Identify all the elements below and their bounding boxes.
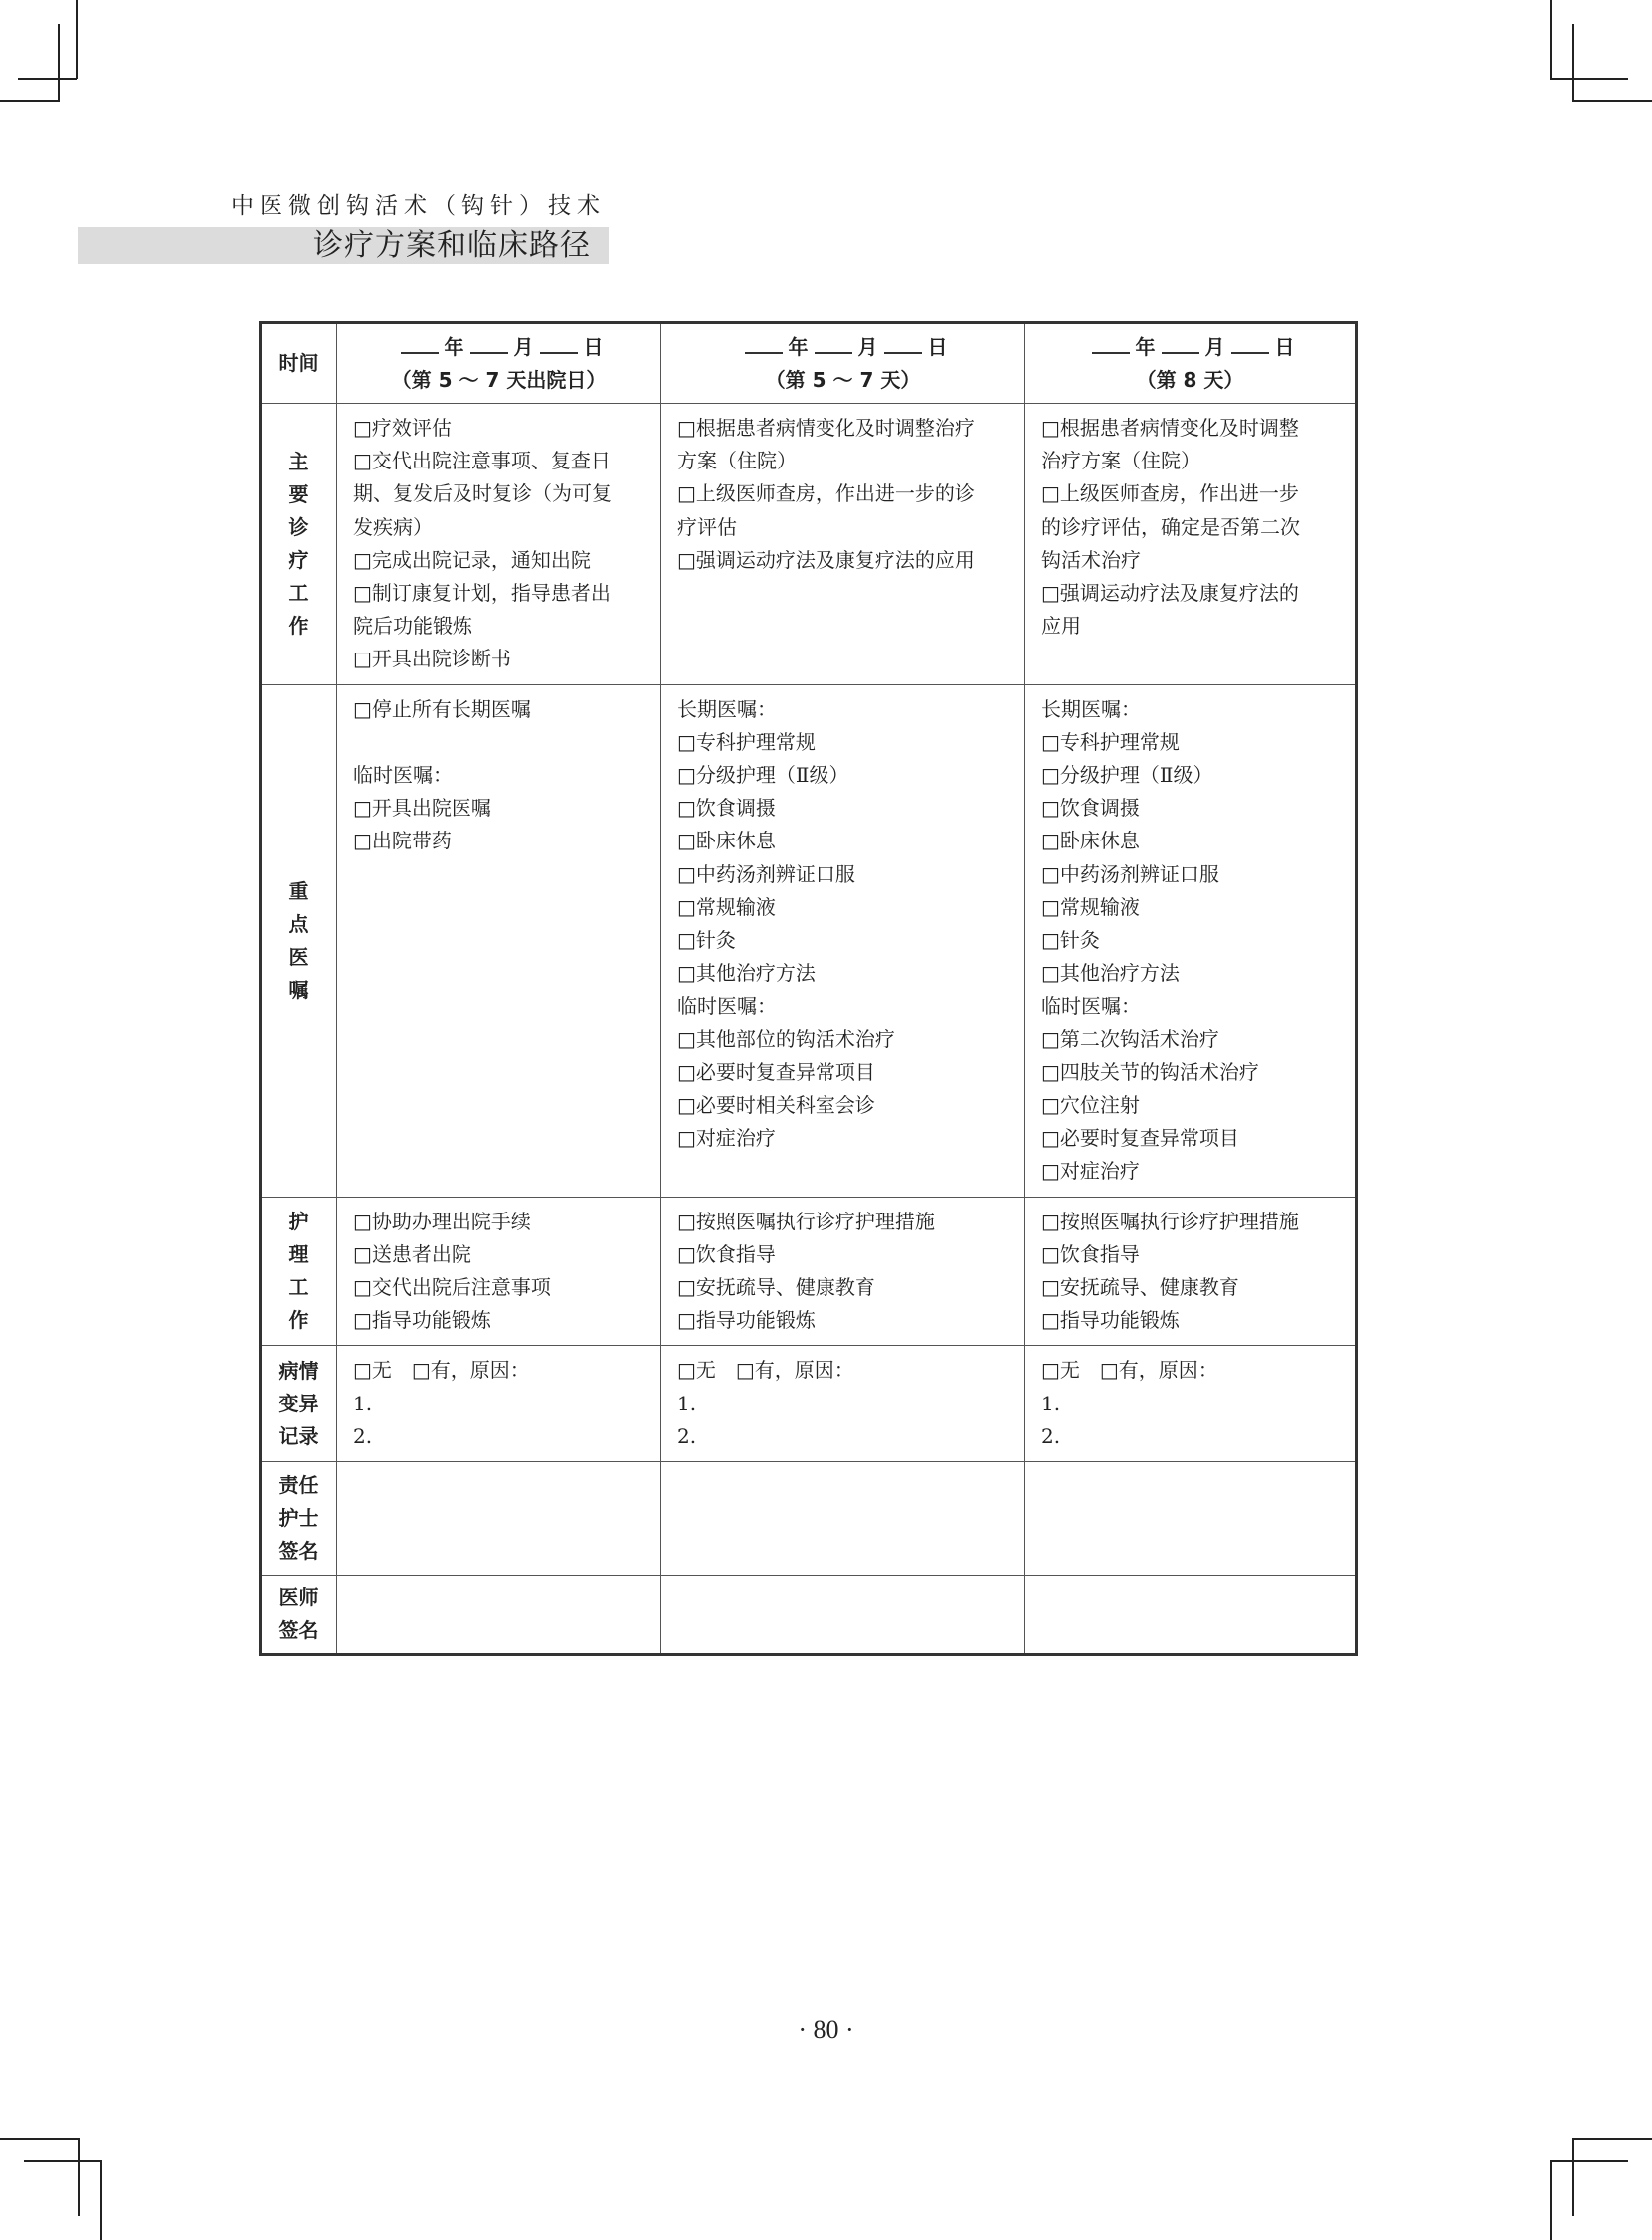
checklist-item[interactable]: □协助办理出院手续 xyxy=(353,1209,531,1233)
crop-mark xyxy=(1572,100,1652,102)
nurse-signature-field[interactable] xyxy=(1025,1462,1357,1576)
month-label: 月 xyxy=(857,334,878,359)
column-header xyxy=(1025,323,1357,404)
label-char: 诊 xyxy=(288,514,309,539)
checklist-item[interactable]: □饮食调摄 xyxy=(1041,796,1140,821)
label-line: 护士 xyxy=(278,1506,319,1531)
subheading-temporary-orders: 临时医嘱： xyxy=(677,994,777,1019)
checklist-item[interactable]: □第二次钩活术治疗 xyxy=(1041,1027,1219,1051)
nursing-col-2 xyxy=(661,1197,1025,1346)
checklist-item-cont: 钩活术治疗 xyxy=(1041,547,1141,572)
label-line: 签名 xyxy=(278,1539,319,1564)
checklist-item[interactable]: □四肢关节的钩活术治疗 xyxy=(1041,1059,1259,1084)
checklist-item[interactable]: □根据患者病情变化及时调整 xyxy=(1041,416,1299,440)
label-char: 医 xyxy=(288,944,309,969)
variation-row xyxy=(261,1346,1357,1462)
column-header xyxy=(337,323,661,404)
column-subtitle: （第 5 ～ 7 天出院日） xyxy=(391,367,607,392)
checklist-item[interactable]: □对症治疗 xyxy=(677,1126,776,1151)
column-subtitle: （第 8 天） xyxy=(1136,367,1244,392)
date-blank[interactable] xyxy=(1162,337,1199,354)
doctor-signature-field[interactable] xyxy=(337,1576,661,1655)
checklist-item[interactable]: □停止所有长期医嘱 xyxy=(353,696,531,721)
main-work-row xyxy=(261,404,1357,685)
month-label: 月 xyxy=(513,334,534,359)
crop-mark xyxy=(18,78,77,80)
column-header xyxy=(661,323,1025,404)
row-label-nurse-signature xyxy=(261,1462,337,1576)
nurse-signature-field[interactable] xyxy=(337,1462,661,1576)
date-blank[interactable] xyxy=(815,337,852,354)
crop-mark xyxy=(58,24,60,102)
date-blank[interactable] xyxy=(884,337,922,354)
checklist-item[interactable]: □指导功能锻炼 xyxy=(353,1308,491,1333)
checklist-item-cont: 疗评估 xyxy=(677,514,737,539)
label-line: 责任 xyxy=(278,1473,319,1498)
crop-mark xyxy=(1550,0,1552,79)
key-orders-col-3 xyxy=(1025,684,1357,1197)
date-blank[interactable] xyxy=(470,337,508,354)
crop-mark xyxy=(1550,2160,1552,2240)
day-label: 日 xyxy=(927,334,948,359)
year-label: 年 xyxy=(1135,334,1156,359)
checklist-item[interactable]: □按照医嘱执行诊疗护理措施 xyxy=(677,1209,935,1233)
checklist-item[interactable]: □常规输液 xyxy=(1041,894,1140,919)
checklist-item[interactable]: □专科护理常规 xyxy=(677,729,816,754)
checklist-item[interactable]: □饮食指导 xyxy=(677,1241,776,1266)
label-char: 工 xyxy=(288,580,309,605)
label-line: 变异 xyxy=(278,1391,319,1415)
checklist-item[interactable]: □针灸 xyxy=(1041,928,1100,953)
reason-line-2[interactable]: 2. xyxy=(677,1423,697,1448)
checklist-item[interactable]: □中药汤剂辨证口服 xyxy=(677,861,855,886)
checklist-item[interactable]: □必要时复查异常项目 xyxy=(677,1059,875,1084)
date-blank[interactable] xyxy=(745,337,783,354)
nurse-signature-field[interactable] xyxy=(661,1462,1025,1576)
checklist-item[interactable]: □安抚疏导、健康教育 xyxy=(677,1275,875,1300)
doctor-signature-row xyxy=(261,1576,1357,1655)
date-blank[interactable] xyxy=(1092,337,1130,354)
reason-line-2[interactable]: 2. xyxy=(353,1423,373,1448)
key-orders-col-2 xyxy=(661,684,1025,1197)
reason-line-1[interactable]: 1. xyxy=(1041,1391,1061,1415)
checklist-item[interactable]: □对症治疗 xyxy=(1041,1159,1140,1184)
label-char: 重 xyxy=(288,878,309,903)
checklist-item[interactable]: □开具出院诊断书 xyxy=(353,647,511,671)
crop-mark xyxy=(1572,2138,1652,2140)
checklist-item[interactable]: □饮食调摄 xyxy=(677,796,776,821)
crop-mark xyxy=(1550,78,1628,80)
row-label-main-work xyxy=(261,404,337,685)
checklist-item[interactable]: □其他部位的钩活术治疗 xyxy=(677,1027,895,1051)
checklist-item[interactable]: □穴位注射 xyxy=(1041,1093,1140,1118)
crop-mark xyxy=(0,100,59,102)
main-work-col-3 xyxy=(1025,404,1357,685)
crop-mark xyxy=(1550,2160,1628,2162)
checklist-item-cont: 应用 xyxy=(1041,614,1081,639)
label-char: 主 xyxy=(288,449,309,473)
checklist-item[interactable]: □分级护理（Ⅱ级） xyxy=(1041,763,1213,788)
nurse-signature-row xyxy=(261,1462,1357,1576)
checklist-item[interactable]: □针灸 xyxy=(677,928,736,953)
checklist-item[interactable]: □按照医嘱执行诊疗护理措施 xyxy=(1041,1209,1299,1233)
label-char: 工 xyxy=(288,1275,309,1300)
variation-choice[interactable]: □无 □有，原因： xyxy=(353,1358,530,1383)
checklist-item[interactable]: □疗效评估 xyxy=(353,416,452,440)
variation-col-1 xyxy=(337,1346,661,1462)
checklist-item[interactable]: □上级医师查房，作出进一步的诊 xyxy=(677,481,975,506)
month-label: 月 xyxy=(1204,334,1225,359)
crop-mark xyxy=(1572,24,1574,102)
section-title-bar xyxy=(78,227,609,264)
day-label: 日 xyxy=(583,334,604,359)
checklist-item[interactable]: □其他治疗方法 xyxy=(1041,961,1180,986)
crop-mark xyxy=(78,2138,80,2216)
checklist-item[interactable]: □上级医师查房，作出进一步 xyxy=(1041,481,1299,506)
key-orders-col-1 xyxy=(337,684,661,1197)
variation-col-2 xyxy=(661,1346,1025,1462)
label-char: 护 xyxy=(288,1210,309,1234)
key-orders-row xyxy=(261,684,1357,1197)
checklist-item[interactable]: □安抚疏导、健康教育 xyxy=(1041,1275,1239,1300)
nursing-col-3 xyxy=(1025,1197,1357,1346)
checklist-item[interactable]: □完成出院记录，通知出院 xyxy=(353,547,591,572)
crop-mark xyxy=(100,2160,102,2240)
nursing-col-1 xyxy=(337,1197,661,1346)
label-char: 作 xyxy=(288,613,309,638)
main-work-col-1 xyxy=(337,404,661,685)
label-line: 记录 xyxy=(278,1423,319,1448)
reason-line-2[interactable]: 2. xyxy=(1041,1423,1061,1448)
column-subtitle: （第 5 ～ 7 天） xyxy=(765,367,921,392)
checklist-item[interactable]: □其他治疗方法 xyxy=(677,961,816,986)
row-label-key-orders xyxy=(261,684,337,1197)
variation-choice[interactable]: □无 □有，原因： xyxy=(677,1358,854,1383)
section-title: 诊疗方案和临床路径 xyxy=(313,228,591,263)
header-row xyxy=(261,323,1357,404)
checklist-item-cont: 的诊疗评估，确定是否第二次 xyxy=(1041,514,1300,539)
row-label-doctor-signature xyxy=(261,1576,337,1655)
subheading-temporary-orders: 临时医嘱： xyxy=(353,762,453,787)
checklist-item[interactable]: □卧床休息 xyxy=(677,829,776,853)
year-label: 年 xyxy=(444,334,464,359)
checklist-item[interactable]: □强调运动疗法及康复疗法的应用 xyxy=(677,547,975,572)
label-line: 医师 xyxy=(278,1586,319,1610)
checklist-item[interactable]: □分级护理（Ⅱ级） xyxy=(677,763,849,788)
checklist-item[interactable]: □出院带药 xyxy=(353,829,452,853)
checklist-item[interactable]: □必要时相关科室会诊 xyxy=(677,1093,875,1118)
day-label: 日 xyxy=(1274,334,1295,359)
row-label-variation xyxy=(261,1346,337,1462)
label-char: 要 xyxy=(288,481,309,506)
checklist-item-cont: 期、复发后及时复诊（为可复 xyxy=(353,481,612,506)
checklist-item[interactable]: □常规输液 xyxy=(677,894,776,919)
variation-col-3 xyxy=(1025,1346,1357,1462)
book-title: 中医微创钩活术（钩针）技术 xyxy=(231,193,606,219)
checklist-item[interactable]: □指导功能锻炼 xyxy=(1041,1308,1180,1333)
checklist-item[interactable]: □饮食指导 xyxy=(1041,1241,1140,1266)
date-blank[interactable] xyxy=(401,337,439,354)
checklist-item[interactable]: □指导功能锻炼 xyxy=(677,1308,816,1333)
crop-mark xyxy=(0,2138,79,2140)
label-char: 嘱 xyxy=(288,977,309,1002)
label-char: 疗 xyxy=(288,547,309,572)
date-blank[interactable] xyxy=(540,337,578,354)
checklist-item-cont: 治疗方案（住院） xyxy=(1041,449,1200,473)
date-blank[interactable] xyxy=(1231,337,1269,354)
checklist-item[interactable]: □卧床休息 xyxy=(1041,829,1140,853)
page-number: · 80 · xyxy=(798,2015,854,2044)
checklist-item[interactable]: □交代出院后注意事项 xyxy=(353,1275,551,1300)
checklist-item-cont: 发疾病） xyxy=(353,514,433,539)
reason-line-1[interactable]: 1. xyxy=(677,1391,697,1415)
subheading-long-term-orders: 长期医嘱： xyxy=(677,696,777,721)
main-work-col-2 xyxy=(661,404,1025,685)
spacer xyxy=(353,726,650,759)
checklist-item[interactable]: □送患者出院 xyxy=(353,1241,471,1266)
checklist-item[interactable]: □交代出院注意事项、复查日 xyxy=(353,449,611,473)
label-line: 签名 xyxy=(278,1618,319,1643)
crop-mark xyxy=(1572,2138,1574,2216)
checklist-item[interactable]: □开具出院医嘱 xyxy=(353,796,491,821)
checklist-item[interactable]: □专科护理常规 xyxy=(1041,729,1180,754)
subheading-long-term-orders: 长期医嘱： xyxy=(1041,696,1141,721)
doctor-signature-field[interactable] xyxy=(1025,1576,1357,1655)
clinical-pathway-table xyxy=(259,321,1358,1656)
variation-choice[interactable]: □无 □有，原因： xyxy=(1041,1358,1218,1383)
nursing-row xyxy=(261,1197,1357,1346)
crop-mark xyxy=(76,0,78,79)
checklist-item[interactable]: □根据患者病情变化及时调整治疗 xyxy=(677,416,975,440)
label-char: 作 xyxy=(288,1308,309,1333)
row-label-nursing xyxy=(261,1197,337,1346)
checklist-item[interactable]: □强调运动疗法及康复疗法的 xyxy=(1041,581,1299,606)
label-char: 理 xyxy=(288,1242,309,1267)
label-line: 病情 xyxy=(278,1358,319,1383)
subheading-temporary-orders: 临时医嘱： xyxy=(1041,994,1141,1019)
checklist-item-cont: 院后功能锻炼 xyxy=(353,614,472,639)
crop-mark xyxy=(24,2160,102,2162)
checklist-item-cont: 方案（住院） xyxy=(677,449,797,473)
label-char: 点 xyxy=(288,911,309,936)
time-label: 时间 xyxy=(261,323,337,404)
doctor-signature-field[interactable] xyxy=(661,1576,1025,1655)
reason-line-1[interactable]: 1. xyxy=(353,1391,373,1415)
checklist-item[interactable]: □中药汤剂辨证口服 xyxy=(1041,861,1219,886)
checklist-item[interactable]: □制订康复计划，指导患者出 xyxy=(353,581,611,606)
year-label: 年 xyxy=(788,334,809,359)
checklist-item[interactable]: □必要时复查异常项目 xyxy=(1041,1126,1239,1151)
